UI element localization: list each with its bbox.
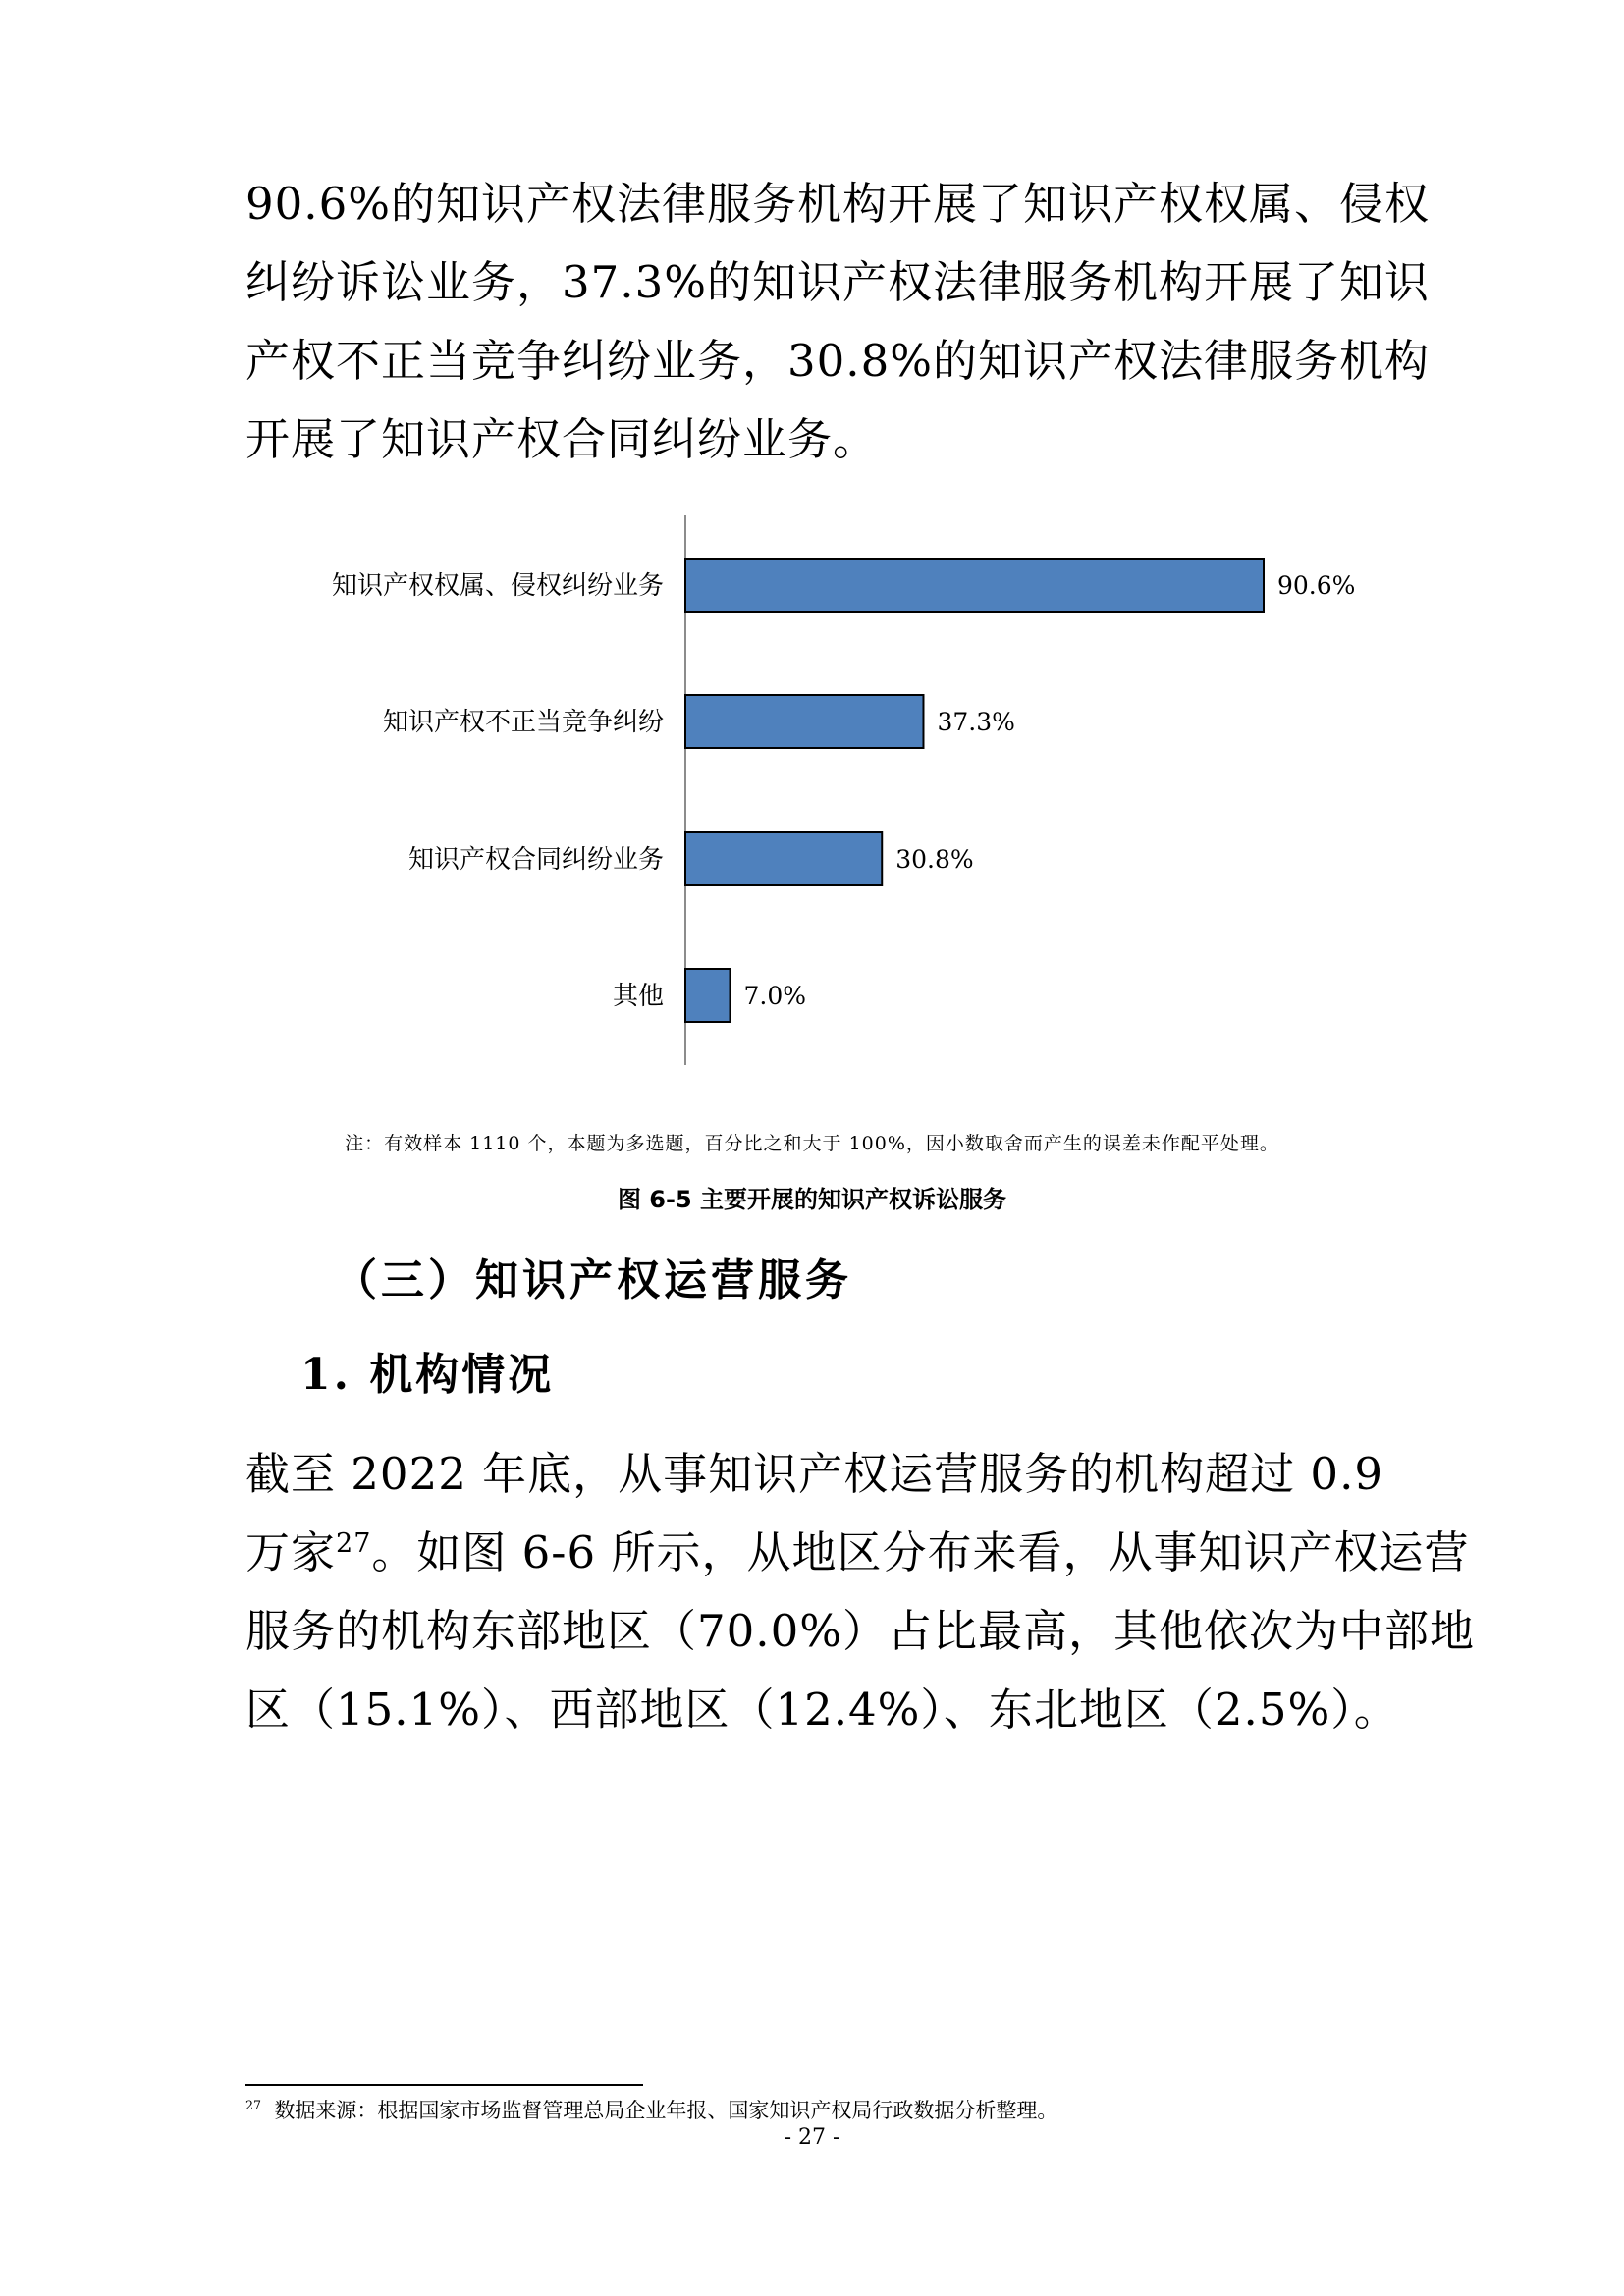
data-label: 7.0% xyxy=(743,982,807,1010)
bar xyxy=(685,559,1264,612)
page-number: - 27 - xyxy=(784,2125,840,2150)
subsection-heading: 1. 机构情况 xyxy=(300,1350,555,1400)
paragraph-line: 90.6%的知识产权法律服务机构开展了知识产权权属、侵权 xyxy=(245,178,1430,230)
section-heading: （三）知识产权运营服务 xyxy=(334,1255,852,1306)
category-label: 知识产权不正当竞争纠纷 xyxy=(382,708,664,737)
figure-caption: 图 6-5 主要开展的知识产权诉讼服务 xyxy=(617,1186,1007,1213)
body-paragraph-bottom xyxy=(245,1435,1475,1749)
paragraph-text: 。如图 6-6 所示，从地区分布来看，从事知识产权运营 xyxy=(371,1526,1470,1578)
paragraph-line: 区（15.1%）、西部地区（12.4%）、东北地区（2.5%）。 xyxy=(245,1683,1399,1735)
data-label: 30.8% xyxy=(895,845,974,874)
footnote-reference[interactable]: 27 xyxy=(336,1528,372,1559)
paragraph-line: 截至 2022 年底，从事知识产权运营服务的机构超过 0.9 xyxy=(245,1448,1384,1500)
category-label: 知识产权权属、侵权纠纷业务 xyxy=(331,571,664,601)
paragraph-line: 服务的机构东部地区（70.0%）占比最高，其他依次为中部地 xyxy=(245,1605,1475,1657)
data-label: 37.3% xyxy=(937,708,1015,736)
footnote xyxy=(245,2095,1057,2124)
paragraph-line: 开展了知识产权合同纠纷业务。 xyxy=(245,413,879,465)
data-label: 90.6% xyxy=(1277,571,1356,600)
bar-chart xyxy=(0,0,1624,1119)
bar xyxy=(685,969,731,1022)
paragraph-line: 纠纷诉讼业务，37.3%的知识产权法律服务机构开展了知识 xyxy=(245,256,1430,308)
paragraph-text: 万家 xyxy=(245,1526,337,1578)
footnote-number: 27 xyxy=(245,2098,262,2112)
bar xyxy=(685,695,923,748)
paragraph-line: 产权不正当竞争纠纷业务，30.8%的知识产权法律服务机构 xyxy=(245,335,1430,387)
footnote-divider xyxy=(245,2084,643,2086)
category-label: 知识产权合同纠纷业务 xyxy=(407,845,664,875)
chart-note: 注：有效样本 1110 个，本题为多选题，百分比之和大于 100%，因小数取舍而产生的误差未作配平处理。 xyxy=(345,1133,1279,1154)
bar xyxy=(685,832,882,885)
footnote-text: 数据来源：根据国家市场监督管理总局企业年报、国家知识产权局行政数据分析整理。 xyxy=(274,2099,1058,2122)
category-label: 其他 xyxy=(612,982,664,1011)
paragraph-line xyxy=(245,1514,1475,1592)
